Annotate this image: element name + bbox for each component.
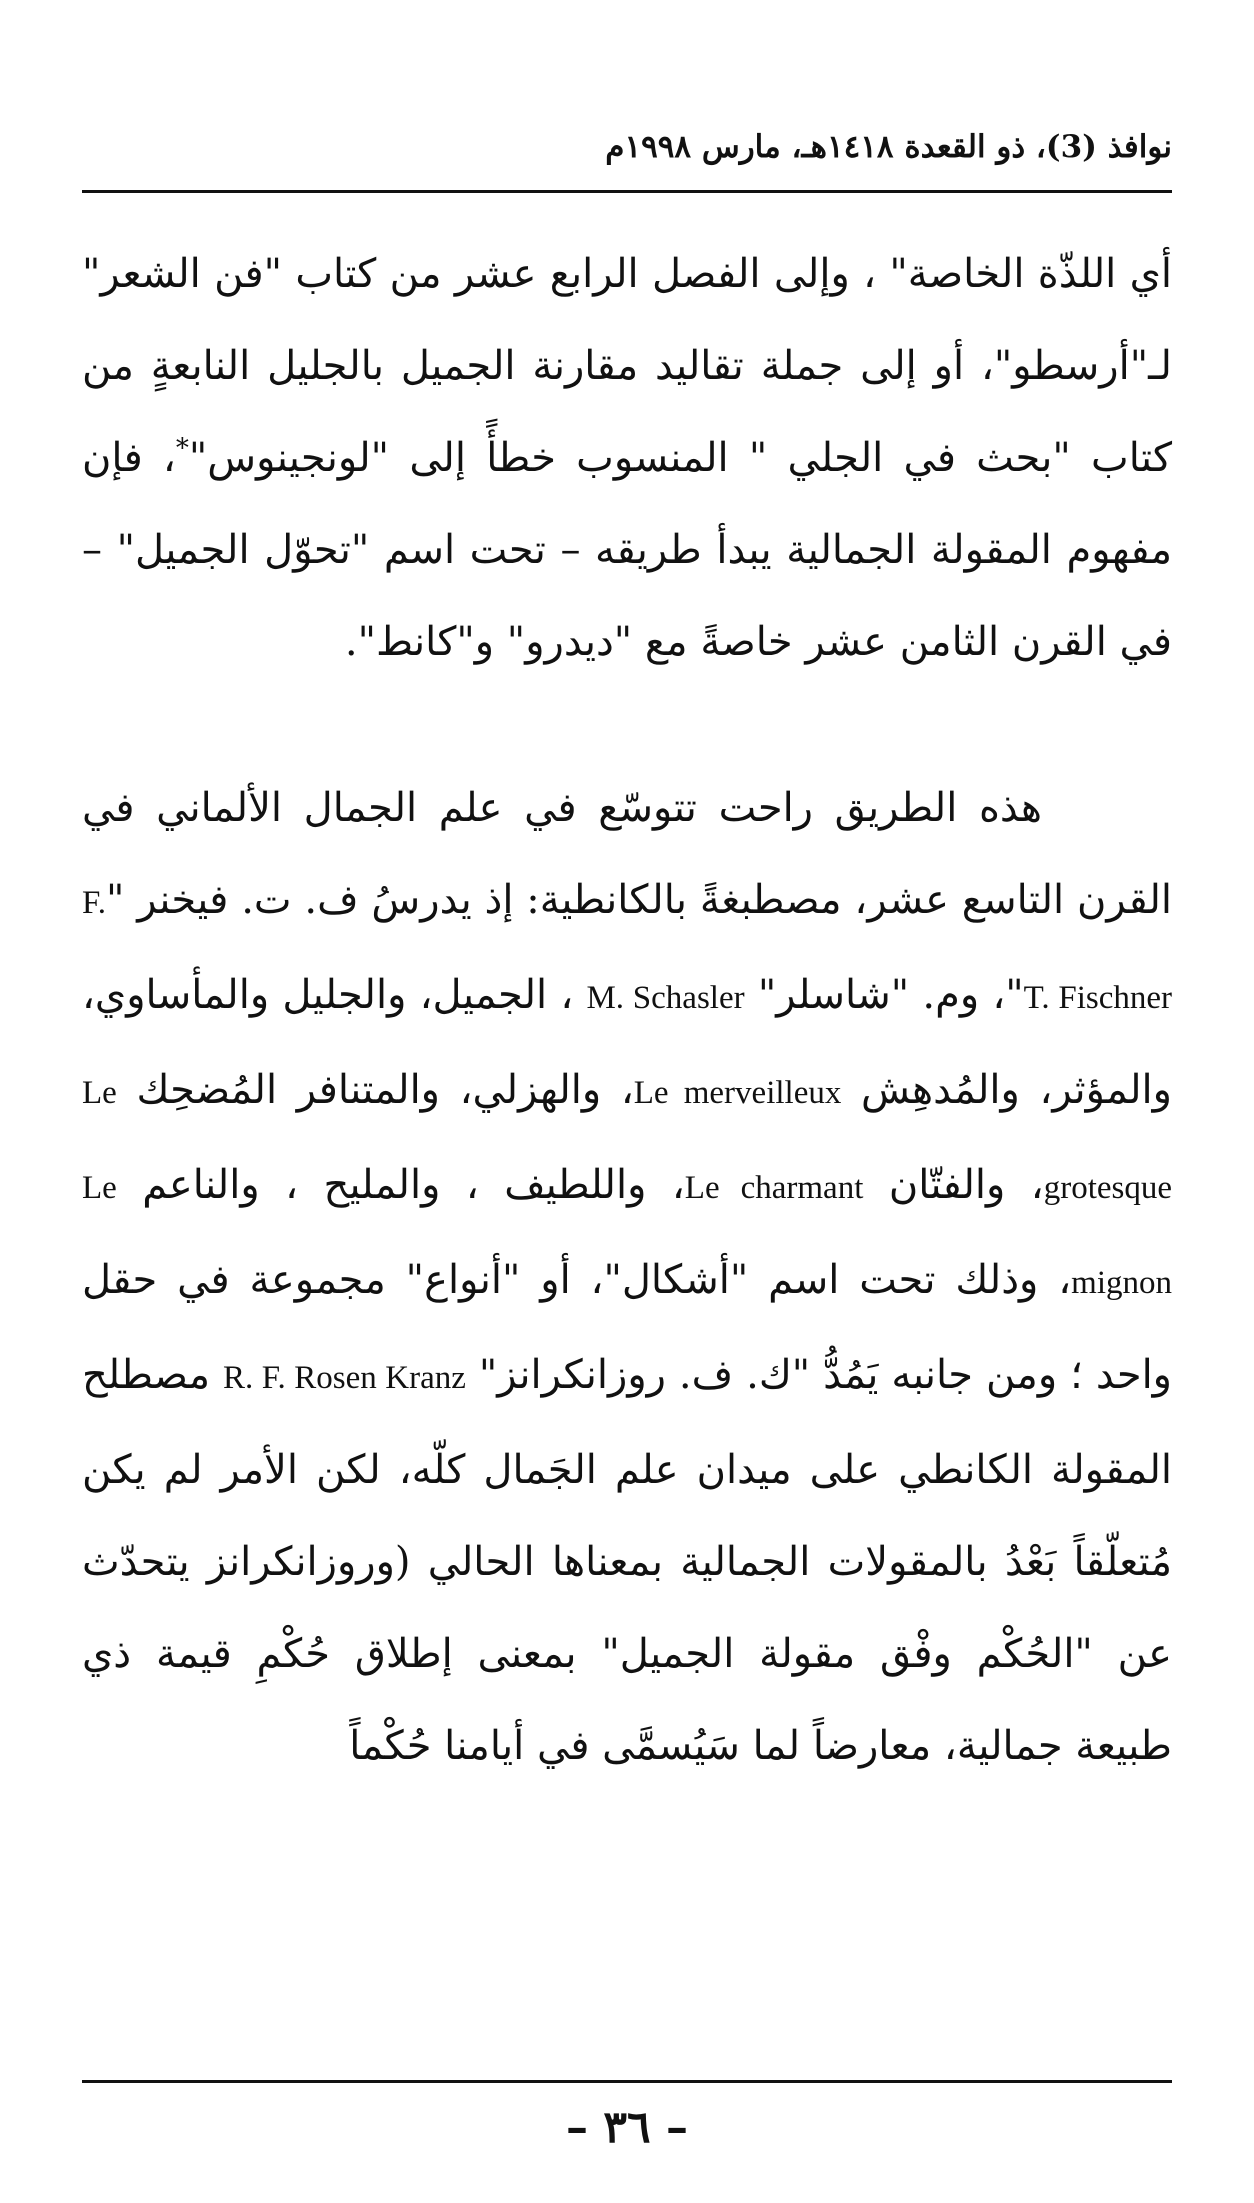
latin-term-schasler: M. Schasler [586,980,745,1016]
latin-term-merveilleux: Le merveilleux [633,1075,842,1111]
latin-term-grotesque: Le grotesque [82,1075,1173,1206]
running-header: نوافذ (3)، ذو القعدة ١٤١٨هـ، مارس ١٩٩٨م [605,129,1172,165]
paragraph-2-part-3: ، الجميل، والجليل والمأساوي، والمؤثر، والمُدهِش [82,972,1172,1113]
latin-term-mignon: Le mignon [82,1170,1172,1301]
paragraph-2-part-5: ، والفتّان [863,1162,1044,1208]
paragraph-1 [82,228,1172,688]
paragraph-2-part-4: ، والهزلي، والمتنافر المُضحِك [116,1067,634,1113]
paragraph-2-part-7: ، وذلك تحت اسم "أشكال"، أو "أنواع" مجموعة في حقل واحد ؛ ومن جانبه يَمُدُّ "ك. ف. روزانكرانز" [82,1257,1172,1398]
latin-term-fischner: F. T. Fischner [82,885,1173,1016]
latin-term-rosenkranz: R. F. Rosen Kranz [222,1360,466,1396]
page-number: – ٣٦ – [566,2102,688,2153]
paragraph-2-part-8: مصطلح المقولة الكانطي على ميدان علم الجَمال كلّه، لكن الأمر لم يكن مُتعلّقاً بَعْدُ بالمقولات الجمالية بمعناها الحالي (وروزانكرانز يتحدّث عن "الحُكْم وفْق مقولة الجميل" بمعنى إطلاق حُكْمِ قيمة ذي طبيعة جمالية، معارضاً لما سَيُسمَّى في أيامنا حُكْماً [82,1352,1172,1769]
body-text [82,228,1172,1792]
paragraph-2-part-1: هذه الطريق راحت تتوسّع في علم الجمال الألماني في القرن التاسع عشر، مصطبغةً بالكانطية: إذ يدرسُ ف. ت. فيخنر " [82,785,1172,923]
paragraph-2-part-2: "، وم. "شاسلر" [744,972,1024,1018]
paragraph-2-part-6: ، واللطيف ، والمليح ، والناعم [116,1162,685,1208]
paragraph-2 [82,762,1172,1792]
header-rule [82,190,1172,193]
paragraph-1-text-a: أي اللذّة الخاصة" ، وإلى الفصل الرابع عشر من كتاب "فن الشعر" لـ"أرسطو"، أو إلى جملة تقاليد مقارنة الجميل بالجليل النابعةٍ من كتاب "بحث في الجلي " المنسوب خطأً إلى "لونجينوس" [82,251,1173,481]
footnote-marker: * [175,433,189,464]
paragraph-1-text-b: ، فإن مفهوم المقولة الجمالية يبدأ طريقه – تحت اسم "تحوّل الجميل" – في القرن الثامن عشر خاصةً مع "ديدرو" و"كانط". [82,435,1172,665]
latin-term-charmant: Le charmant [684,1170,864,1206]
footer-rule [82,2080,1172,2083]
